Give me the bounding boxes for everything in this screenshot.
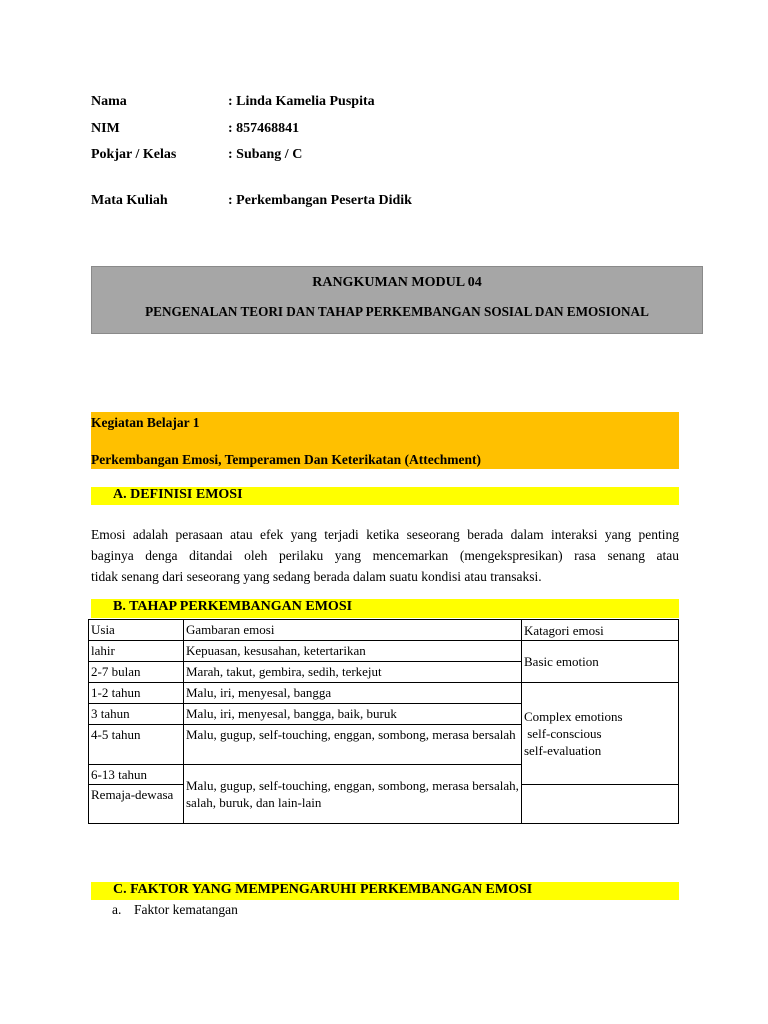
section-a-heading <box>91 487 679 505</box>
description-cell: Malu, gugup, self-touching, enggan, sombong, merasa bersalah <box>184 725 522 765</box>
description-cell: Marah, takut, gembira, sedih, terkejut <box>184 662 522 683</box>
kegiatan-box <box>91 412 679 469</box>
description-cell: Malu, iri, menyesal, bangga, baik, buruk <box>184 704 522 725</box>
info-value: : Perkembangan Peserta Didik <box>228 193 412 208</box>
list-marker: a. <box>112 902 122 917</box>
age-cell: 3 tahun <box>89 704 184 725</box>
paragraph-line: Emosi adalah perasaan atau efek yang terjadi ketika seseorang berada dalam interaksi yang penting <box>91 527 679 542</box>
list-item <box>112 902 238 918</box>
kegiatan-label: Kegiatan Belajar 1 <box>91 415 200 430</box>
paragraph-line: tidak senang dari seseorang yang sedang berada dalam suatu kondisi atau transaksi. <box>91 569 542 584</box>
table-header-row <box>89 620 679 641</box>
module-subtitle: PENGENALAN TEORI DAN TAHAP PERKEMBANGAN SOSIAL DAN EMOSIONAL <box>145 304 649 319</box>
category-cell-complex <box>522 683 679 785</box>
age-cell: 2-7 bulan <box>89 662 184 683</box>
section-b-heading <box>91 599 679 618</box>
info-value: : Subang / C <box>228 147 303 162</box>
info-label: NIM <box>91 121 120 136</box>
category-line: self-conscious <box>524 726 602 741</box>
emotion-stage-table <box>88 619 679 824</box>
definition-paragraph <box>91 524 679 587</box>
age-cell: Remaja-dewasa <box>89 785 184 824</box>
table-row <box>89 683 679 704</box>
paragraph-line: baginya denga ditandai oleh perilaku yang mencemarkan (mengekspresikan) rasa senang atau <box>91 548 679 563</box>
info-value: : Linda Kamelia Puspita <box>228 94 375 109</box>
category-line: Complex emotions <box>524 709 623 724</box>
header-text: Katagori emosi <box>524 622 604 638</box>
info-value: : 857468841 <box>228 121 300 136</box>
info-label: Pokjar / Kelas <box>91 147 177 162</box>
description-cell: Malu, iri, menyesal, bangga <box>184 683 522 704</box>
info-label: Mata Kuliah <box>91 193 168 208</box>
header-cell-usia: Usia <box>89 620 184 641</box>
age-cell: lahir <box>89 641 184 662</box>
section-c-heading <box>91 882 679 900</box>
list-item-text: Faktor kematangan <box>134 902 238 917</box>
age-cell: 4-5 tahun <box>89 725 184 765</box>
category-line: self-evaluation <box>524 743 602 758</box>
header-cell-gambaran: Gambaran emosi <box>184 620 522 641</box>
section-heading-text: C. FAKTOR YANG MEMPENGARUHI PERKEMBANGAN EMOSI <box>113 882 533 897</box>
module-title-box <box>91 266 703 334</box>
info-label: Nama <box>91 94 127 109</box>
section-heading-text: A. DEFINISI EMOSI <box>113 487 243 502</box>
description-cell: Malu, gugup, self-touching, enggan, sombong, merasa bersalah, salah, buruk, dan lain-lain <box>184 765 522 824</box>
header-cell-katagori <box>522 620 679 641</box>
section-heading-text: B. TAHAP PERKEMBANGAN EMOSI <box>113 599 353 614</box>
age-cell: 6-13 tahun <box>89 765 184 785</box>
category-cell-empty <box>522 785 679 824</box>
category-cell-basic: Basic emotion <box>522 641 679 683</box>
age-cell: 1-2 tahun <box>89 683 184 704</box>
description-cell: Kepuasan, kesusahan, ketertarikan <box>184 641 522 662</box>
table-row <box>89 641 679 662</box>
module-title: RANGKUMAN MODUL 04 <box>312 275 482 290</box>
kegiatan-subtitle: Perkembangan Emosi, Temperamen Dan Keterikatan (Attechment) <box>91 452 481 467</box>
